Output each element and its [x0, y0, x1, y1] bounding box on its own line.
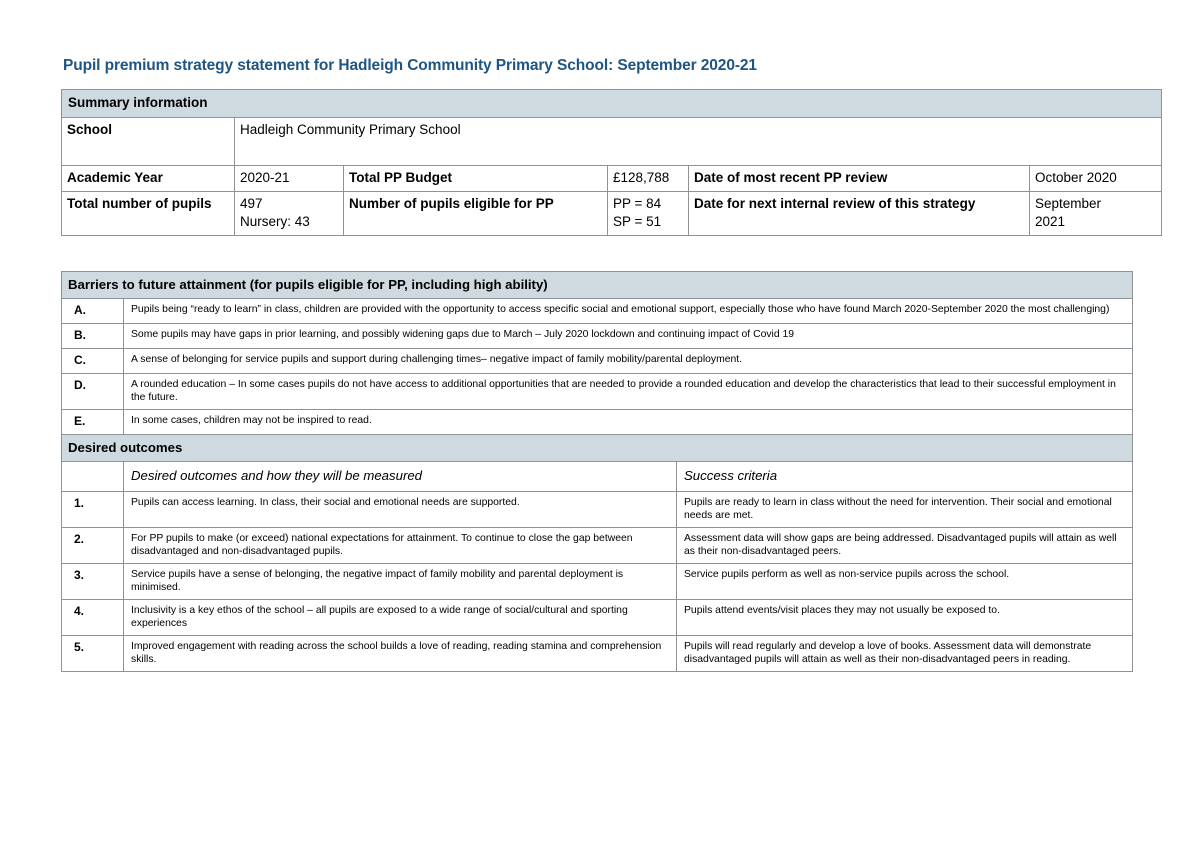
barrier-text-c: A sense of belonging for service pupils and support during challenging times– negative impact of family mobility/parental deployment.	[124, 349, 1133, 374]
success-criteria-5: Pupils will read regularly and develop a love of books. Assessment data will demonstrate disadvantaged pupils will attain as well as their non-disadvantaged peers in reading.	[677, 636, 1133, 672]
table-row	[62, 462, 1133, 492]
success-criteria-3: Service pupils perform as well as non-service pupils across the school.	[677, 564, 1133, 600]
table-row	[62, 272, 1133, 299]
academic-year-label: Academic Year	[62, 166, 235, 192]
next-review-value-line-2: 2021	[1035, 214, 1066, 229]
barrier-text-d: A rounded education – In some cases pupils do not have access to additional opportunities that are needed to provide a rounded education and develop the characteristics that lead to their successful employment in the future.	[124, 374, 1133, 410]
total-pp-budget-value: £128,788	[608, 166, 689, 192]
next-review-label: Date for next internal review of this strategy	[689, 192, 1030, 236]
outcome-text-5: Improved engagement with reading across the school builds a love of reading, reading stamina and comprehension skills.	[124, 636, 677, 672]
eligible-pupils-value-line-1: PP = 84	[613, 196, 662, 211]
table-row	[62, 118, 1162, 166]
eligible-pupils-value	[608, 192, 689, 236]
table-row	[62, 410, 1133, 435]
barrier-key-b: B.	[62, 324, 124, 349]
table-row	[62, 166, 1162, 192]
table-row	[62, 299, 1133, 324]
eligible-pupils-value-line-2: SP = 51	[613, 214, 662, 229]
success-criteria-4: Pupils attend events/visit places they may not usually be exposed to.	[677, 600, 1133, 636]
success-criteria-column-header: Success criteria	[677, 462, 1133, 492]
outcome-key-1: 1.	[62, 492, 124, 528]
summary-header-cell: Summary information	[62, 90, 1162, 118]
outcome-text-2: For PP pupils to make (or exceed) national expectations for attainment. To continue to close the gap between disadvantaged and non-disadvantaged pupils.	[124, 528, 677, 564]
table-row	[62, 192, 1162, 236]
barrier-text-a: Pupils being “ready to learn” in class, children are provided with the opportunity to access specific social and emotional support, especially those who have found March 2020-September 2020 the most challenging)	[124, 299, 1133, 324]
outcome-text-3: Service pupils have a sense of belonging, the negative impact of family mobility and parental deployment is minimised.	[124, 564, 677, 600]
total-pupils-label: Total number of pupils	[62, 192, 235, 236]
outcome-key-4: 4.	[62, 600, 124, 636]
page-title: Pupil premium strategy statement for Hadleigh Community Primary School: September 2020-21	[63, 57, 757, 75]
table-row	[62, 374, 1133, 410]
outcome-key-3: 3.	[62, 564, 124, 600]
barriers-header-cell: Barriers to future attainment (for pupils eligible for PP, including high ability)	[62, 272, 1133, 299]
barrier-key-d: D.	[62, 374, 124, 410]
next-review-value-line-1: September	[1035, 196, 1102, 211]
recent-review-label: Date of most recent PP review	[689, 166, 1030, 192]
table-row	[62, 528, 1133, 564]
table-row	[62, 636, 1133, 672]
outcome-key-5: 5.	[62, 636, 124, 672]
outcomes-key-column-header	[62, 462, 124, 492]
total-pupils-value-line-1: 497	[240, 196, 263, 211]
outcome-text-4: Inclusivity is a key ethos of the school – all pupils are exposed to a wide range of social/cultural and sporting experiences	[124, 600, 677, 636]
school-value: Hadleigh Community Primary School	[235, 118, 1162, 166]
table-row	[62, 435, 1133, 462]
recent-review-value: October 2020	[1030, 166, 1162, 192]
total-pupils-value	[235, 192, 344, 236]
table-row	[62, 90, 1162, 118]
next-review-value	[1030, 192, 1162, 236]
school-label: School	[62, 118, 235, 166]
barriers-and-outcomes-table	[61, 271, 1133, 672]
total-pp-budget-label: Total PP Budget	[344, 166, 608, 192]
barrier-text-b: Some pupils may have gaps in prior learning, and possibly widening gaps due to March – July 2020 lockdown and continuing impact of Covid 19	[124, 324, 1133, 349]
desired-outcomes-header-cell: Desired outcomes	[62, 435, 1133, 462]
total-pupils-value-line-2: Nursery: 43	[240, 214, 310, 229]
barrier-text-e: In some cases, children may not be inspired to read.	[124, 410, 1133, 435]
outcome-key-2: 2.	[62, 528, 124, 564]
barrier-key-c: C.	[62, 349, 124, 374]
success-criteria-1: Pupils are ready to learn in class without the need for intervention. Their social and emotional needs are met.	[677, 492, 1133, 528]
eligible-pupils-label: Number of pupils eligible for PP	[344, 192, 608, 236]
table-row	[62, 600, 1133, 636]
table-row	[62, 492, 1133, 528]
table-row	[62, 349, 1133, 374]
barrier-key-a: A.	[62, 299, 124, 324]
summary-information-table	[61, 89, 1162, 236]
barrier-key-e: E.	[62, 410, 124, 435]
outcome-text-1: Pupils can access learning. In class, their social and emotional needs are supported.	[124, 492, 677, 528]
outcomes-measure-column-header: Desired outcomes and how they will be measured	[124, 462, 677, 492]
table-row	[62, 564, 1133, 600]
table-row	[62, 324, 1133, 349]
academic-year-value: 2020-21	[235, 166, 344, 192]
success-criteria-2: Assessment data will show gaps are being addressed. Disadvantaged pupils will attain as well as their non-disadvantaged peers.	[677, 528, 1133, 564]
